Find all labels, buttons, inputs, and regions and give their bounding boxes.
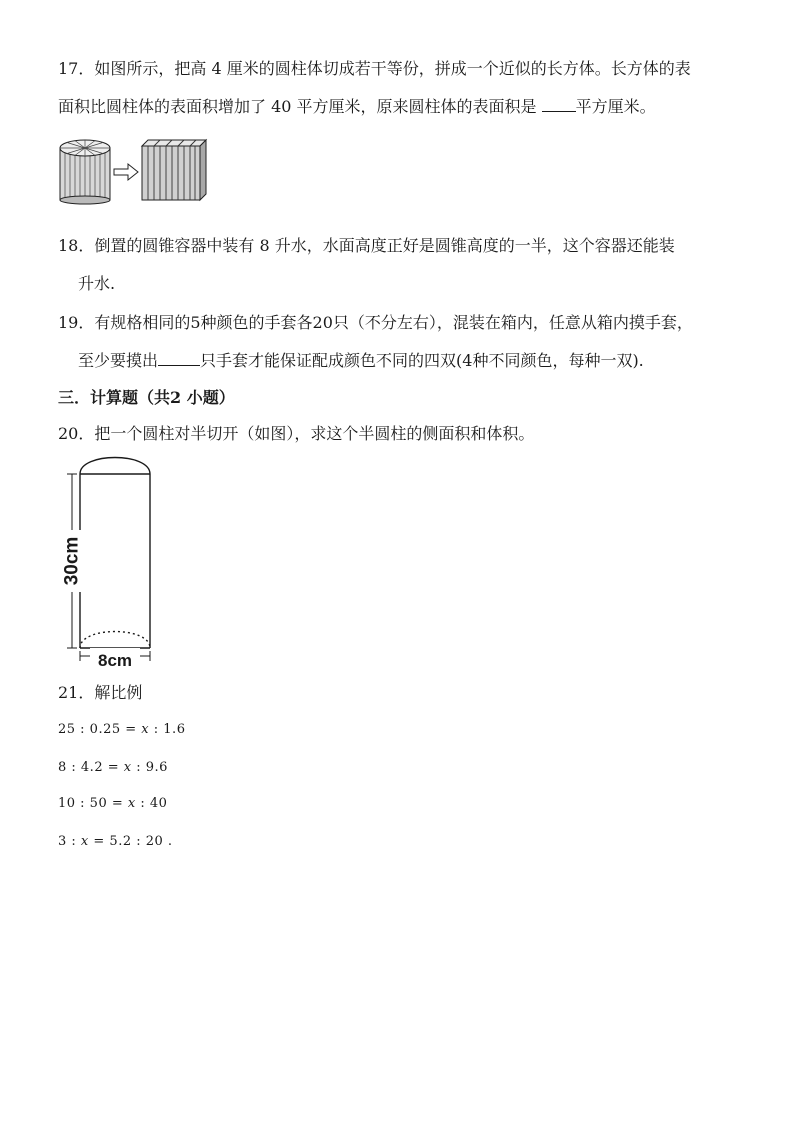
half-cylinder-figure [50,450,170,676]
q19-line1: 19．有规格相同的5种颜色的手套各20只（不分左右），混装在箱内，任意从箱内摸手套， [58,313,693,332]
q21-title: 21．解比例 [58,683,143,702]
eq3-right: : 40 [135,796,168,811]
cylinder-shape [60,140,110,204]
eq4-variable: x [80,834,89,849]
q18-line1: 18．倒置的圆锥容器中装有 8 升水，水面高度正好是圆锥高度的一半，这个容器还能装 [58,236,675,255]
arrow-icon [114,164,138,180]
eq3-left: 10 : 50 = [58,796,128,811]
equation-2 [58,760,168,776]
eq1-right: : 1.6 [149,722,186,737]
eq3-variable: x [127,796,136,811]
height-label: 30cm [61,536,83,586]
top-semicircle-arc [80,458,150,475]
q19-answer-blank[interactable] [158,351,200,366]
width-label: 8cm [97,651,133,670]
eq2-left: 8 : 4.2 = [58,760,124,775]
eq2-right: : 9.6 [131,760,168,775]
eq2-variable: x [123,760,132,775]
section-3-title: 三．计算题（共2 小题） [58,388,235,407]
q18-line2: 升水. [78,274,116,293]
q19-text-a: 至少要摸出 [78,351,159,370]
q17-text-a: 面积比圆柱体的表面积增加了 40 平方厘米，原来圆柱体的表面积是 [58,97,542,116]
q17-line2 [58,97,656,117]
eq4-right: = 5.2 : 20 . [88,834,173,849]
eq4-left: 3 : [58,834,81,849]
equation-3 [58,796,167,812]
cuboid-shape [142,140,206,200]
eq1-left: 25 : 0.25 = [58,722,142,737]
q17-line1: 17．如图所示，把高 4 厘米的圆柱体切成若干等份，拼成一个近似的长方体。长方体的表 [58,59,691,78]
q20-text: 20．把一个圆柱对半切开（如图），求这个半圆柱的侧面积和体积。 [58,424,535,443]
q17-answer-blank[interactable] [542,97,576,112]
q19-text-b: 只手套才能保证配成颜色不同的四双(4种不同颜色，每种一双). [200,351,644,370]
eq1-variable: x [141,722,150,737]
equation-4 [58,834,173,850]
equation-1 [58,722,185,738]
hidden-bottom-arc [80,632,150,649]
q17-text-b: 平方厘米。 [575,97,656,116]
q19-line2 [78,351,644,371]
cylinder-to-cuboid-figure [58,136,218,204]
